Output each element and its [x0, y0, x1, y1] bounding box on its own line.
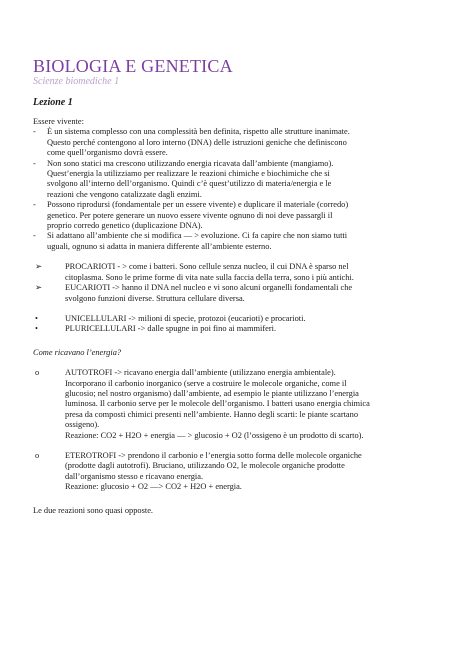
energy-types-list [33, 368, 453, 492]
intro-list-item [33, 127, 453, 158]
list-marker: ➢ [35, 262, 43, 272]
list-item-line: PLURICELLULARI -> dalle spugne in poi fino ai mammiferi. [65, 324, 277, 334]
list-marker: o [35, 368, 40, 378]
list-item-line: uguali, ognuno si adatta in maniera differente all’ambiente esterno. [47, 241, 272, 251]
list-item-line: UNICELLULARI -> milioni di specie, protozoi (eucarioti) e procarioti. [65, 313, 306, 323]
list-item-line: EUCARIOTI -> hanno il DNA nel nucleo e vi sono alcuni organelli fondamentali che [65, 283, 353, 293]
document-body [33, 117, 453, 516]
list-item-line: (prodotte dagli autotrofi). Bruciano, utilizzando O2, le molecole organiche prodotte [65, 461, 345, 471]
list-item-line: come quell’organismo dovrà essere. [47, 148, 168, 158]
list-item-line: dall’organismo stesso e ricavano energia. [65, 471, 204, 481]
list-item-line: ETEROTROFI -> prendono il carbonio e l’energia sotto forma delle molecole organiche [65, 450, 362, 460]
list-item-line: genetico. Per potere generare un nuovo essere vivente ognuno di noi deve passargli il [47, 210, 333, 220]
organism-type-item [33, 314, 453, 324]
list-item-line: Reazione: CO2 + H2O + energia — > glucosio + O2 (l’ossigeno è un prodotto di scarto). [65, 430, 364, 440]
list-item-line: PROCARIOTI - > come i batteri. Sono cellule senza nucleo, il cui DNA è sparso nel [65, 262, 349, 272]
list-marker: o [35, 450, 40, 460]
list-item-line: citoplasma. Sono le prime forme di vita nate sulla faccia della terra, sono i più antichi. [65, 272, 354, 282]
energy-question: Come ricavano l’energia? [33, 347, 122, 357]
list-marker: ➢ [35, 283, 43, 293]
list-item-line: Incorporano il carbonio inorganico (serve a costruire le molecole organiche, come il [65, 378, 347, 388]
list-marker: • [35, 324, 38, 334]
list-item-line: glucosio; nel nostro organismo) dall’ambiente, ad esempio le piante utilizzano l’energia [65, 388, 359, 398]
list-marker: • [35, 313, 38, 323]
list-item-line: proprio corredo genetico (duplicazione DNA). [47, 221, 203, 231]
document-subtitle: Scienze biomediche 1 [33, 76, 120, 87]
intro-list-item [33, 159, 453, 201]
list-item-line: Non sono statici ma crescono utilizzando energia ricavata dall’ambiente (mangiamo). [47, 158, 334, 168]
organism-type-item [33, 324, 453, 334]
list-item-line: luminosa. Il carbonio serve per le molecole dell’organismo. I batteri usano energia chimica [65, 399, 370, 409]
list-marker: - [33, 200, 36, 210]
list-item-line: svolgono all’interno dell’organismo. Quindi c’è quest’utilizzo di materia/energia e le [47, 179, 332, 189]
document-title: BIOLOGIA E GENETICA [33, 56, 233, 76]
energy-type-item [33, 368, 453, 441]
intro-label: Essere vivente: [33, 117, 84, 126]
list-item-line: reazioni che vengono catalizzate dagli enzimi. [47, 189, 202, 199]
intro-list-item [33, 200, 453, 231]
lesson-heading: Lezione 1 [33, 97, 73, 108]
list-item-line: ossigeno). [65, 420, 100, 430]
list-item-line: Reazione: glucosio + O2 —> CO2 + H2O + energia. [65, 482, 242, 492]
list-item-line: AUTOTROFI -> ricavano energia dall’ambiente (utilizzano energia ambientale). [65, 368, 336, 378]
list-marker: - [33, 158, 36, 168]
list-item-line: Questo perché contengono al loro interno (DNA) delle istruzioni geniche che definiscono [47, 137, 347, 147]
cell-type-item [33, 262, 453, 283]
organism-types-list [33, 314, 453, 335]
list-marker: - [33, 231, 36, 241]
list-item-line: presa da composti chimici presenti nell’ambiente. Hanno degli scarti: le piante scartano [65, 409, 359, 419]
list-item-line: Si adattano all’ambiente che si modifica — > evoluzione. Ci fa capire che non siamo tutti [47, 231, 348, 241]
cell-types-list [33, 262, 453, 304]
list-item-line: Quest’energia la utilizziamo per realizzare le reazioni chimiche e biochimiche che si [47, 169, 330, 179]
list-marker: - [33, 127, 36, 137]
intro-dash-list [33, 127, 453, 252]
conclusion-text: Le due reazioni sono quasi opposte. [33, 505, 154, 515]
list-item-line: Possono riprodursi (fondamentale per un essere vivente) e duplicare il materiale (corredo) [47, 200, 349, 210]
intro-list-item [33, 231, 453, 252]
list-item-line: È un sistema complesso con una complessità ben definita, rispetto alle strutture inanimate. [47, 127, 350, 137]
list-item-line: svolgono funzioni diverse. Struttura cellulare diversa. [65, 293, 245, 303]
cell-type-item [33, 283, 453, 304]
energy-type-item [33, 451, 453, 493]
